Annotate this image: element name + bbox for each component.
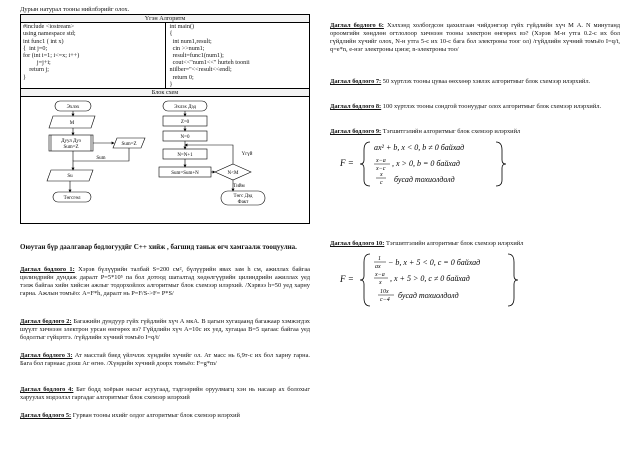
nn1-text: N=N+1: [177, 153, 193, 159]
no-text: Тийм: [233, 184, 245, 190]
f10-l1-den: ax: [375, 264, 381, 270]
n0-text: N=0: [180, 135, 190, 141]
task-5-label: Даглал бодлого 5:: [20, 412, 72, 419]
start-left-text: Эхлэх: [66, 105, 80, 111]
call-box-text-2: Sum=Z: [63, 145, 79, 151]
task-9-label: Даглал бодлого 9:: [330, 128, 382, 135]
code-line: return j;: [23, 66, 49, 74]
code-line: return 0;: [169, 73, 194, 81]
f10-l3-num: 10x: [380, 289, 389, 295]
formula-9: [330, 138, 620, 190]
task-6-label: Даглал бодлого 6:: [330, 22, 384, 29]
task-6: [330, 22, 620, 54]
f9-right-brace: [496, 142, 506, 186]
task-10: [330, 240, 620, 248]
task-5-text: Гурван тооны ихийг олдог алгоритмыг блок схемээр илэрхий: [72, 412, 240, 419]
task-3: [20, 352, 310, 368]
flowchart-cell: [21, 97, 310, 224]
output-su-text: Su: [67, 174, 73, 180]
code-line: int func1 ( int x): [23, 37, 64, 45]
yes-text: Үгүй: [241, 152, 253, 158]
code-line: { int j=0;: [23, 44, 48, 52]
algorithm-table: [20, 14, 310, 224]
code-line: }: [23, 73, 26, 81]
end-right-text-2: Факт: [237, 200, 249, 206]
task-8-text: 100 хүртлэх тооны сондгой тоонуудыг олох алгоритмыг блок схемээр илэрхийл.: [382, 103, 602, 110]
task-1-label: Даглал бодлого 1:: [20, 266, 75, 273]
f10-l2-den: x: [379, 280, 382, 286]
flowchart-diagram: [21, 97, 311, 221]
task-7-label: Даглал бодлого 7:: [330, 78, 382, 85]
code-line: niilber="<<result<<endl;: [169, 66, 232, 74]
task-9: [330, 128, 620, 136]
code-line: int num1,result;: [169, 37, 212, 45]
input-m-text: M: [69, 121, 75, 127]
task-2: [20, 318, 310, 342]
task-9-text: Тэгшитгэлийн алгоритмыг блок схемээр илэрхийл: [382, 128, 521, 135]
task-4-label: Даглал бодлого 4:: [20, 386, 74, 393]
call-box-text-1: Дуул Дуз: [61, 139, 81, 145]
sum-label-text: Sum: [96, 156, 106, 162]
sumadd-text: Sum=Sum+N: [171, 171, 199, 177]
block-header: Блок схем: [21, 89, 310, 97]
code-left-cell: [21, 23, 166, 89]
task-7: [330, 78, 620, 86]
f9-line1: ax² + b, x < 0, b ≠ 0 байхад: [374, 143, 465, 152]
f10-l1-rest: − b, x + 5 < 0, c = 0 байхад: [388, 258, 481, 267]
code-line: using namespace std;: [23, 30, 76, 38]
task-4-text: Бат бодд хоёрын насыг асуугаад, тэдгээрийн оруулмагц хэн нь насаар ах болохыг харуулах мэдээлэл гаргадаг алгоритмыг блок схемээр илэрхий: [20, 386, 310, 401]
task-1: [20, 266, 310, 298]
task-5: [20, 412, 310, 420]
f10-l2-num: x−a: [375, 272, 385, 278]
task-2-label: Даглал бодлого 2:: [20, 318, 72, 325]
task-1-text: Хэрэв бүлүүрийн талбай S=200 см², бүлүүрийн явах зам h см, ажиллах байгаа цилиндрийн дундаж даралт P=5*10⁵ па бол дотоод шаталтад хөдөлгүүрийн цилиндрийн ажиллах уед тэлж байгаа хийн хийсэн ажлыг тодорхойлох алгоритмыг блок схемээр илэрхий. /Хэрвээ h=50 уед харну гарна. Ажлын томъёо: А=F*h, даралт нь P=F/S->F= P*S/: [20, 266, 310, 297]
task-3-label: Даглал бодлого 3:: [20, 352, 73, 359]
f10-l3-rest: бусад тохиолдолд: [398, 291, 459, 300]
task-3-text: Ат масстай биед үйлчлэх хүндийн хүчийг ол. Ат масс нь 6,9т-с их бол харну гарна. Бага бол гарнаас дээш Аг өгнө. /Хүндийн хүчний доорх томъёо: F=g*m/: [20, 352, 311, 367]
code-line: int main(): [169, 23, 195, 31]
f9-lhs: F =: [340, 158, 354, 168]
f10-lhs: F =: [340, 274, 354, 284]
task-8: [330, 103, 620, 111]
task-2-text: Багажийн дундуур гүйх гүйдлийн хүч А мкА. В цагын хугацаанд багажаар хэмжэгдэх шүүлт хичнээн электрон урсан өнгөрөх вэ? Гүйдлийн хүч А=10с их уед, хугацаа В=5 цагаас байгаа уед бодолтыг гүйцэтгэ. /гүйдлийн хүчний томъёо I=q/t/: [20, 318, 311, 341]
code-line: result=func1(num1);: [169, 52, 224, 60]
code-line: j=j+i;: [23, 59, 51, 67]
f9-l3-den: c: [380, 180, 383, 186]
code-line: #include <iostream>: [23, 23, 75, 31]
code-line: {: [169, 30, 173, 38]
code-right-cell: [165, 23, 310, 89]
f10-l2-rest: , x + 5 > 0, c ≠ 0 байхад: [390, 274, 470, 283]
io-sum-text: Sum=Z: [121, 142, 137, 148]
f9-l2-num: x−a: [376, 158, 386, 164]
f9-l3-num: x: [380, 172, 383, 178]
formula-10: [330, 250, 620, 310]
code-line: cin >>num1;: [169, 44, 205, 52]
f9-left-brace: [360, 142, 370, 186]
code-line: for (int i=1; i<=x; i++): [23, 52, 80, 60]
task-10-label: Даглал бодлого 10:: [330, 240, 385, 247]
assignment-heading: Оюутан бүр даалгавар бодлогуудйг C++ хийж , багшид таньж өгч хамгаалж тооцуулна.: [20, 243, 297, 251]
code-line: }: [169, 80, 173, 88]
f9-l2-den: x−c: [376, 166, 386, 172]
f9-l3-rest: бусад тохиолдолд: [394, 175, 455, 184]
f10-l1-num: 1: [378, 256, 381, 262]
f9-l2-rest: , x > 0, b = 0 байхад: [392, 159, 460, 168]
task-8-label: Даглал бодлого 8:: [330, 103, 382, 110]
task-7-text: 50 хүртлэх тооны цуваа өөххөөр хэвлэх алгоритмыг блок схемээр илэрхийл.: [382, 78, 591, 85]
code-line: cout<<"num1<<" hurteh toonii: [169, 59, 250, 67]
f10-l3-den: c−4: [380, 297, 390, 303]
start-right-text: Эхлэх Дэд: [174, 105, 196, 111]
z0-text: Z=0: [180, 120, 190, 126]
end-left-text: Төгсгөл: [63, 196, 81, 202]
cond-text: N<M: [227, 171, 239, 177]
task-4: [20, 386, 310, 402]
end-right-text-1: Төгс Дэд: [233, 194, 253, 200]
task-10-text: Тэгшитгэлийн алгоритмыг блок схемээр илэрхийл: [386, 240, 524, 247]
algo-header: Үгэн Алгоритм: [21, 15, 310, 23]
task-6-text: Хэлхэнд холбогдсон цахилгаан чийдэнгээр гүйх гүйдлийн хүч М А. N минутанд ороомгийн хөндлөн огтлолоор хичнээн тооны электрон өнгөрөх вэ? (Хэрэв М-н утга 0.2-с их бол гүйдлийн хүчийг олох, N-н утга 5-с их 10-с бага бол электроны тоог ол) /гүйдлийн хүчний томъёо I=q/t, q=e*n, e-нэг электроны цэнэг, n-электроны тоо/: [330, 22, 620, 53]
f10-right-brace: [508, 254, 518, 306]
f10-left-brace: [360, 254, 370, 306]
intro-text: Дурын натурал тооны нийлбэрийг олох.: [20, 6, 130, 13]
